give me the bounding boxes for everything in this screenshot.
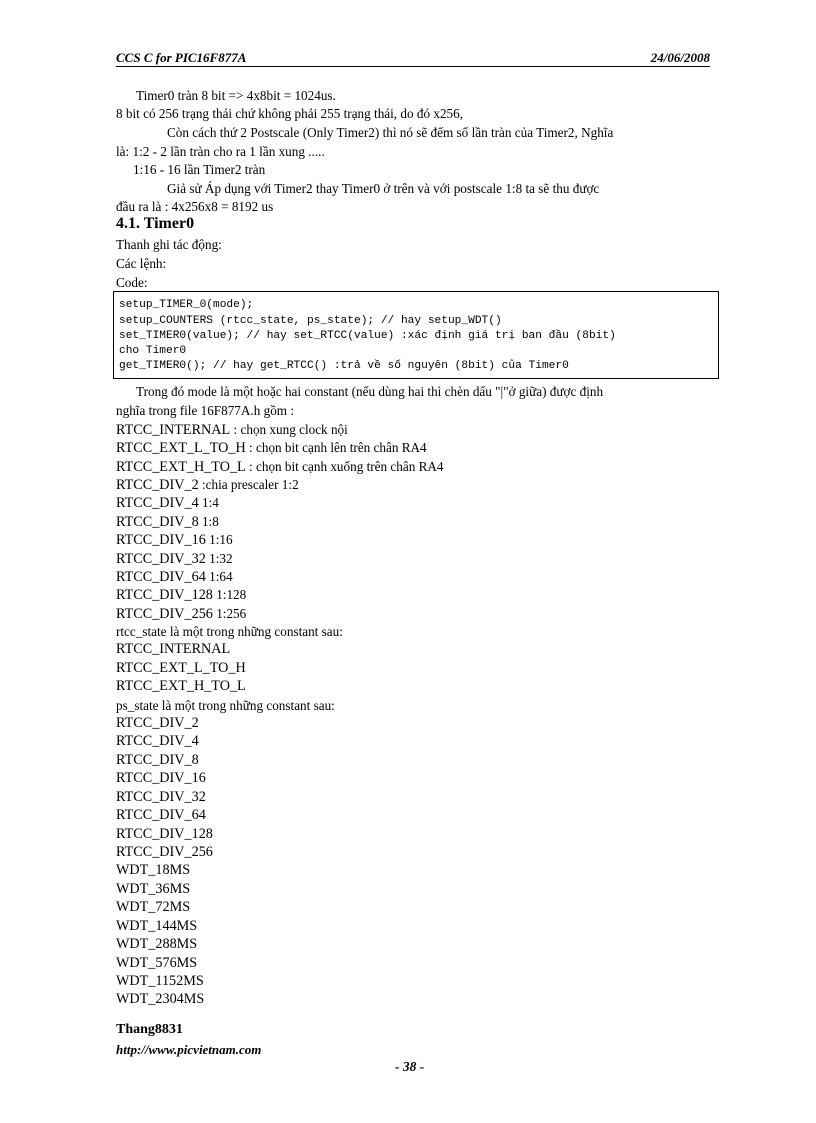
intro-line: Còn cách thứ 2 Postscale (Only Timer2) thì nó sẽ đếm số lần tràn của Timer2, Nghĩa [167,125,614,140]
rtcc-state-item: RTCC_EXT_H_TO_L [116,678,246,694]
ps-state-label: ps_state là một trong những constant sau: [116,698,335,713]
ps-state-item: WDT_144MS [116,918,198,934]
mode-item [116,439,427,457]
mode-item [116,586,246,604]
ps-state-item: RTCC_DIV_32 [116,789,206,805]
mode-name: RTCC_DIV_8 [116,514,199,530]
mode-desc: : chọn bit cạnh xuống trên chân RA4 [245,459,444,474]
mode-item [116,568,233,586]
code-block [113,291,719,379]
ps-state-item: WDT_36MS [116,881,191,897]
ps-state-item: WDT_576MS [116,955,198,971]
code-line: get_TIMER0(); // hay get_RTCC() :trả về số nguyên (8bit) của Timer0 [119,360,569,372]
mode-item [116,494,219,512]
mode-item [116,421,348,439]
intro-line: Giả sử Áp dụng với Timer2 thay Timer0 ở trên và với postscale 1:8 ta sẽ thu được [167,181,600,196]
ps-state-item: RTCC_DIV_8 [116,752,199,768]
mode-desc: 1:128 [212,587,247,602]
mode-desc: 1:64 [205,569,233,584]
mode-name: RTCC_DIV_32 [116,551,206,567]
mode-item [116,605,246,623]
ps-state-item: RTCC_DIV_16 [116,770,206,786]
mode-item [116,458,444,476]
ps-state-item: WDT_72MS [116,899,191,915]
ps-state-item: RTCC_DIV_4 [116,733,199,749]
mode-desc: 1:256 [212,606,247,621]
ps-state-item: WDT_288MS [116,936,198,952]
header-date: 24/06/2008 [650,50,710,65]
code-line: cho Timer0 [119,345,187,357]
code-line: setup_TIMER_0(mode); [119,299,254,311]
intro-line: 8 bit có 256 trạng thái chứ không phải 255 trạng thái, do đó x256, [116,106,464,121]
label-code: Code: [116,275,148,290]
rtcc-state-label: rtcc_state là một trong những constant sau: [116,624,343,639]
footer-author: Thang8831 [116,1022,183,1037]
mode-desc: : chọn xung clock nội [230,422,348,437]
mode-desc: 1:4 [198,495,219,510]
ps-state-item: WDT_2304MS [116,991,205,1007]
ps-state-item: RTCC_DIV_128 [116,826,213,842]
section-heading: 4.1. Timer0 [116,215,195,232]
mode-item [116,531,233,549]
intro-line: đầu ra là : 4x256x8 = 8192 us [116,199,274,214]
rtcc-state-item: RTCC_EXT_L_TO_H [116,660,246,676]
header-title: CCS C for PIC16F877A [116,50,247,65]
rtcc-state-item: RTCC_INTERNAL [116,641,231,657]
label-commands: Các lệnh: [116,256,167,271]
ps-state-item: RTCC_DIV_2 [116,715,199,731]
intro-line: Timer0 tràn 8 bit => 4x8bit = 1024us. [136,88,336,103]
label-registers: Thanh ghi tác động: [116,237,222,252]
page-number: - 38 - [395,1059,425,1074]
para-line: nghĩa trong file 16F877A.h gồm : [116,403,295,418]
ps-state-item: RTCC_DIV_256 [116,844,213,860]
mode-desc: 1:16 [205,532,233,547]
page-header [116,50,710,67]
mode-desc: 1:8 [198,514,219,529]
mode-name: RTCC_INTERNAL [116,422,231,438]
mode-desc: 1:32 [205,551,233,566]
mode-name: RTCC_EXT_L_TO_H [116,440,246,456]
code-line: set_TIMER0(value); // hay set_RTCC(value) :xác định giá trị ban đầu (8bit) [119,330,616,342]
para-line: Trong đó mode là một hoặc hai constant (nếu dùng hai thì chèn dấu "|"ở giữa) được định [136,384,604,399]
mode-desc: :chia prescaler 1:2 [198,477,299,492]
mode-name: RTCC_DIV_16 [116,532,206,548]
mode-item [116,550,233,568]
mode-name: RTCC_DIV_256 [116,606,213,622]
mode-name: RTCC_DIV_4 [116,495,199,511]
intro-line: là: 1:2 - 2 lần tràn cho ra 1 lần xung ..... [116,144,325,159]
ps-state-item: RTCC_DIV_64 [116,807,206,823]
mode-name: RTCC_DIV_64 [116,569,206,585]
mode-name: RTCC_DIV_128 [116,587,213,603]
ps-state-item: WDT_1152MS [116,973,204,989]
code-line: setup_COUNTERS (rtcc_state, ps_state); // hay setup_WDT() [119,315,502,327]
ps-state-item: WDT_18MS [116,862,191,878]
mode-desc: : chọn bit cạnh lên trên chân RA4 [245,440,427,455]
mode-name: RTCC_DIV_2 [116,477,199,493]
mode-name: RTCC_EXT_H_TO_L [116,459,246,475]
mode-item [116,476,299,494]
footer-url[interactable]: http://www.picvietnam.com [116,1042,262,1057]
intro-line: 1:16 - 16 lần Timer2 tràn [133,162,266,177]
mode-item [116,513,219,531]
